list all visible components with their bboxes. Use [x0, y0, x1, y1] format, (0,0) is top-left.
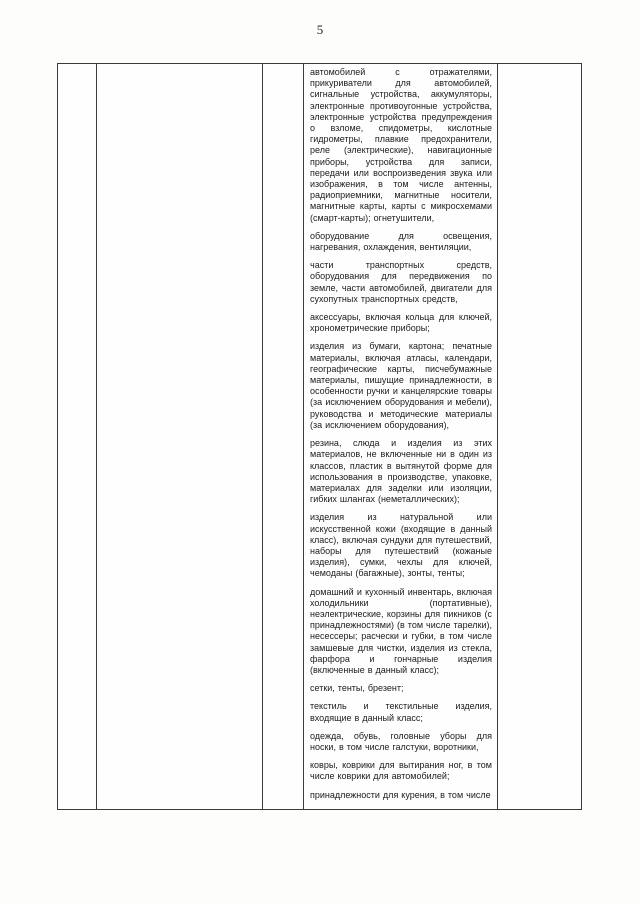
paragraph-goods-list: автомобилей с отражателями, прикуриватели для автомобилей, сигнальные устройства, аккумуляторы, электронные противоугонные устройства, электронные устройства предупреждения о взломе, спидометры, кислотные гидрометры, плавкие предохранители, реле (электрические), навигационные приборы, устройства для записи, передачи или воспроизведения звука или изображения, в том числе антенны, радиоприемники, магнитные носители, магнитные карты, карты с микросхемами (смарт-карты); огнетушители, [310, 67, 492, 223]
table-column-1-empty [58, 64, 97, 809]
paragraph-goods-list: оборудование для освещения, нагревания, охлаждения, вентиляции, [310, 230, 492, 253]
document-table [57, 63, 582, 810]
paragraph-goods-list: сетки, тенты, брезент; [310, 683, 404, 694]
paragraph-goods-list: домашний и кухонный инвентарь, включая холодильники (портативные), неэлектрические, корзины для пикников (с принадлежностями) (в том числе тарелки), несессеры; расчески и губки, в том числе замшевые для чистки, изделия из стекла, фарфора и гончарные изделия (включенные в данный класс); [310, 586, 492, 675]
paragraph-goods-list: изделия из натуральной или искусственной кожи (входящие в данный класс), включая сундуки для путешествий, наборы для путешествий (кожаные изделия), сумки, чехлы для ключей, чемоданы (багажные), зонты, тенты; [310, 512, 492, 579]
paragraph-goods-list: ковры, коврики для вытирания ног, в том числе коврики для автомобилей; [310, 760, 492, 782]
paragraph-goods-list: одежда, обувь, головные уборы для носки, в том числе галстуки, воротники, [310, 730, 492, 752]
table-column-5-empty [498, 64, 581, 809]
table-column-2-empty [97, 64, 263, 809]
paragraph-goods-list: части транспортных средств, оборудования для передвижения по земле, части автомобилей, двигатели для сухопутных транспортных средств, [310, 260, 492, 304]
paragraph-goods-list: аксессуары, включая кольца для ключей, хронометрические приборы; [310, 312, 492, 334]
table-column-4-text [304, 64, 498, 809]
paragraph-goods-list: резина, слюда и изделия из этих материалов, не включенные ни в один из классов, пластик в вытянутой форме для использования в производстве, упаковке, материалах для заделки или изоляции, гибких шлангах (неметаллических); [310, 438, 492, 505]
table-column-3-empty [263, 64, 304, 809]
paragraph-goods-list: текстиль и текстильные изделия, входящие в данный класс; [310, 701, 492, 723]
paragraph-goods-list: принадлежности для курения, в том числе [310, 789, 491, 800]
paragraph-goods-list: изделия из бумаги, картона; печатные материалы, включая атласы, календари, географические карты, писчебумажные материалы, пишущие принадлежности, в особенности ручки и канцелярские товары (за исключением оборудования и мебели), руководства и методические материалы (за исключением оборудования), [310, 341, 492, 430]
page-number: 5 [316, 22, 324, 37]
